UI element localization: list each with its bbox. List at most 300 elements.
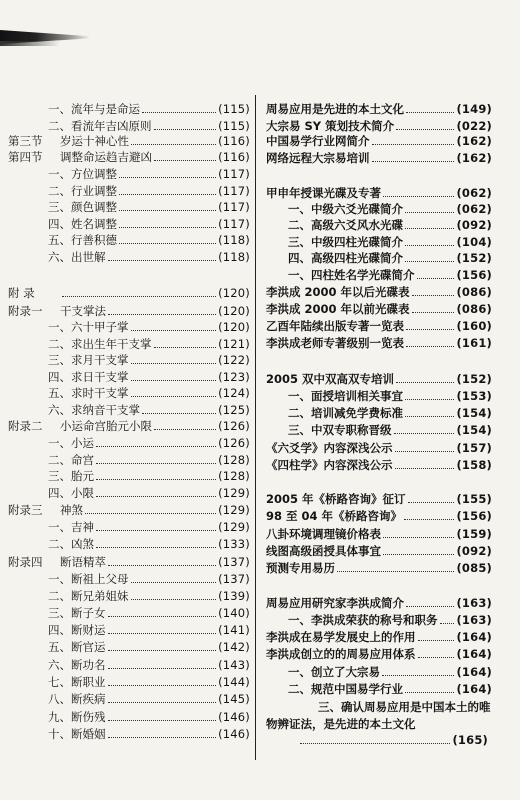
page-number: (133): [218, 537, 250, 551]
entry-title: 中双专职称晋级: [311, 423, 392, 437]
entry-title: 《四柱学》内容深浅公示: [266, 458, 393, 472]
page-number: (154): [456, 423, 492, 437]
page-number: (124): [218, 386, 250, 400]
toc-entry[interactable]: [8, 370, 250, 385]
page-number: (139): [218, 589, 250, 603]
entry-ordinal: 三、: [48, 469, 71, 483]
entry-title: 高级六爻风水光碟: [311, 218, 403, 232]
dot-leader: [383, 195, 454, 197]
dot-leader: [108, 684, 217, 686]
toc-entry[interactable]: [8, 727, 250, 742]
page-number: (142): [218, 640, 250, 654]
entry-title: 行善积德: [71, 233, 117, 247]
dot-leader: [418, 656, 455, 658]
page-number: (117): [218, 167, 250, 181]
page-number: (146): [218, 727, 250, 741]
entry-ordinal: 三、: [288, 235, 311, 249]
scan-edge-mark-2: [0, 41, 60, 46]
page-number: (164): [456, 665, 492, 679]
dot-leader: [119, 209, 216, 211]
entry-ordinal: 四、: [48, 623, 71, 637]
toc-entry[interactable]: [8, 119, 250, 134]
dot-leader: [85, 512, 216, 514]
page-number: (144): [218, 675, 250, 689]
page-number: (120): [218, 286, 250, 300]
toc-entry[interactable]: [266, 134, 492, 149]
page-number: (129): [218, 520, 250, 534]
entry-ordinal: 一、: [288, 665, 311, 679]
entry-ordinal: 一、: [288, 268, 311, 282]
page-number: (129): [218, 503, 250, 517]
dot-leader: [108, 259, 217, 261]
entry-ordinal: 一、: [48, 520, 71, 534]
entry-ordinal: 九、: [48, 710, 71, 724]
page-number: (118): [218, 250, 250, 264]
section-label: 附录二: [8, 419, 43, 433]
entry-title: 求纳音干支掌: [71, 403, 140, 417]
dot-leader: [142, 111, 216, 113]
toc-entry[interactable]: [288, 218, 492, 233]
entry-ordinal: 三、: [48, 200, 71, 214]
page-number: (143): [218, 658, 250, 672]
entry-ordinal: 一、: [48, 102, 71, 116]
page-number: (104): [456, 235, 492, 249]
dot-leader: [383, 553, 454, 555]
page-number: (162): [456, 134, 492, 148]
toc-entry[interactable]: [266, 630, 492, 645]
toc-entry[interactable]: [8, 386, 250, 401]
entry-ordinal: 四、: [48, 217, 71, 231]
toc-entry[interactable]: [8, 233, 250, 248]
entry-ordinal: 四、: [288, 251, 311, 265]
entry-title: 线图高级函授具体事宜: [266, 544, 381, 558]
entry-title: 断功名: [71, 658, 106, 672]
toc-entry[interactable]: [8, 692, 250, 707]
entry-title: 周易应用研究家李洪成简介: [266, 596, 404, 610]
entry-ordinal: 一、: [288, 202, 311, 216]
entry-title: 高级四柱光碟简介: [311, 251, 403, 265]
entry-title: 98 至 04 年《桥路咨询》: [266, 509, 403, 523]
entry-title: 神煞: [60, 503, 83, 517]
toc-entry[interactable]: [266, 102, 492, 117]
entry-title: 断祖上父母: [71, 572, 129, 586]
entry-ordinal: 一、: [48, 572, 71, 586]
toc-entry[interactable]: [288, 251, 492, 266]
entry-title: 大宗易 SY 策划技术简介: [266, 119, 395, 133]
page-number: (128): [218, 469, 250, 483]
entry-title: 求时干支掌: [71, 386, 129, 400]
entry-title: 求日干支掌: [71, 370, 129, 384]
dot-leader: [96, 495, 216, 497]
toc-entry[interactable]: [266, 336, 492, 351]
dot-leader: [395, 467, 455, 469]
page-number: (126): [218, 419, 250, 433]
entry-ordinal: 五、: [48, 640, 71, 654]
dot-leader: [108, 719, 217, 721]
dot-leader: [131, 379, 217, 381]
entry-ordinal: 一、: [48, 320, 71, 334]
page-number: (164): [456, 630, 492, 644]
dot-leader: [300, 742, 450, 744]
page-number: (085): [456, 561, 492, 575]
entry-title: 网络远程大宗易培训: [266, 151, 370, 165]
toc-entry[interactable]: [8, 537, 250, 552]
toc-entry[interactable]: [266, 509, 492, 524]
toc-entry[interactable]: [288, 613, 492, 628]
dot-leader: [372, 160, 455, 162]
dot-leader: [405, 398, 454, 400]
page-number: (162): [456, 151, 492, 165]
toc-entry[interactable]: [8, 436, 250, 451]
entry-title: 小运: [71, 436, 94, 450]
page-number: (123): [218, 370, 250, 384]
dot-leader: [395, 450, 455, 452]
entry-title: 看流年吉凶原则: [71, 119, 152, 133]
toc-entry[interactable]: [288, 682, 492, 697]
entry-title: 断疾病: [71, 692, 106, 706]
page-number: (165): [452, 733, 488, 747]
page-number: (156): [456, 268, 492, 282]
toc-entry[interactable]: [266, 151, 492, 166]
entry-ordinal: 八、: [48, 692, 71, 706]
toc-entry[interactable]: [266, 596, 492, 611]
dot-leader: [418, 639, 455, 641]
toc-entry[interactable]: [266, 186, 492, 201]
page-number: (158): [456, 458, 492, 472]
entry-title: 2005 年《桥路咨询》征订: [266, 492, 406, 506]
page-number: (155): [456, 492, 492, 506]
entry-title: 断官运: [71, 640, 106, 654]
entry-title: 确认周易应用是中国本土的唯物辨证法，是先进的本土文化: [266, 700, 491, 731]
dot-leader: [131, 329, 217, 331]
entry-title: 八卦环境调理镜价格表: [266, 527, 381, 541]
entry-title: 中级四柱光碟简介: [311, 235, 403, 249]
toc-entry[interactable]: [8, 606, 250, 621]
dot-leader: [154, 159, 216, 161]
entry-title: 乙酉年陆续出版专著一览表: [266, 319, 404, 333]
toc-entry[interactable]: [8, 453, 250, 468]
dot-leader: [96, 445, 216, 447]
toc-entry[interactable]: [266, 544, 492, 559]
page-number: (086): [456, 302, 492, 316]
entry-ordinal: 六、: [48, 403, 71, 417]
entry-ordinal: 四、: [48, 486, 71, 500]
entry-title: 中国易学行业网简介: [266, 134, 370, 148]
entry-ordinal: 五、: [48, 233, 71, 247]
entry-title: 方位调整: [71, 167, 117, 181]
toc-entry[interactable]: [288, 202, 492, 217]
entry-title: 甲申年授课光碟及专著: [266, 186, 381, 200]
dot-leader: [417, 277, 455, 279]
toc-entry[interactable]: [288, 406, 492, 421]
toc-entry[interactable]: [288, 389, 492, 404]
dot-leader: [119, 226, 216, 228]
page-number: (156): [456, 509, 492, 523]
toc-entry[interactable]: [288, 665, 492, 680]
dot-leader: [405, 415, 454, 417]
section-label: 附录四: [8, 555, 43, 569]
page-number: (120): [218, 304, 250, 318]
toc-entry[interactable]: [8, 337, 250, 352]
toc-entry[interactable]: [266, 302, 492, 317]
toc-entry[interactable]: [8, 675, 250, 690]
entry-title: 创立了大宗易: [311, 665, 380, 679]
page-number: (140): [218, 606, 250, 620]
toc-entry[interactable]: [266, 319, 492, 334]
dot-leader: [396, 128, 454, 130]
entry-title: 小运命宫胎元小限: [60, 419, 152, 433]
entry-ordinal: 二、: [288, 682, 311, 696]
toc-entry[interactable]: [8, 503, 250, 518]
toc-entry[interactable]: [8, 184, 250, 199]
page-number: (159): [456, 527, 492, 541]
entry-ordinal: 二、: [48, 537, 71, 551]
page-number: (163): [456, 613, 492, 627]
entry-ordinal: 四、: [48, 370, 71, 384]
dot-leader: [440, 622, 455, 624]
page-number: (146): [218, 710, 250, 724]
column-divider: [255, 95, 256, 760]
dot-leader: [154, 428, 216, 430]
page-number: (117): [218, 217, 250, 231]
section-label: 第四节: [8, 150, 43, 164]
toc-entry[interactable]: [266, 458, 492, 473]
page-number: (022): [456, 119, 492, 133]
entry-title: 求出生年干支掌: [71, 337, 152, 351]
entry-title: 规范中国易学行业: [311, 682, 403, 696]
entry-title: 姓名调整: [71, 217, 117, 231]
entry-title: 求月干支掌: [71, 353, 129, 367]
entry-title: 培训减免学费标准: [311, 406, 403, 420]
dot-leader: [382, 674, 454, 676]
dot-leader: [404, 518, 454, 520]
page-number: (117): [218, 184, 250, 198]
toc-entry[interactable]: [8, 304, 250, 319]
toc-entry[interactable]: [8, 217, 250, 232]
entry-ordinal: 二、: [288, 218, 311, 232]
page-number: (115): [218, 102, 250, 116]
dot-leader: [131, 581, 217, 583]
page-number: (129): [218, 486, 250, 500]
entry-ordinal: 二、: [288, 406, 311, 420]
dot-leader: [406, 328, 454, 330]
dot-leader: [96, 529, 216, 531]
entry-title: 干支掌法: [60, 304, 106, 318]
entry-title: 断语精萃: [60, 555, 106, 569]
toc-entry[interactable]: [8, 658, 250, 673]
page-number: (157): [456, 441, 492, 455]
toc-entry[interactable]: [8, 520, 250, 535]
dot-leader: [108, 736, 217, 738]
page-number: (164): [456, 682, 492, 696]
page-number: (161): [456, 336, 492, 350]
toc-entry[interactable]: [8, 134, 250, 149]
dot-leader: [405, 211, 454, 213]
dot-leader: [405, 244, 454, 246]
page-number: (152): [456, 372, 492, 386]
toc-entry[interactable]: [8, 623, 250, 638]
dot-leader: [406, 605, 454, 607]
page-number: (128): [218, 453, 250, 467]
page-number: (120): [218, 320, 250, 334]
entry-title: 中级六爻光碟简介: [311, 202, 403, 216]
dot-leader: [394, 432, 455, 434]
entry-title: 李洪成 2000 年以后光碟表: [266, 285, 410, 299]
entry-ordinal: 一、: [288, 389, 311, 403]
dot-leader: [412, 311, 455, 313]
entry-title: 吉神: [71, 520, 94, 534]
toc-entry[interactable]: [8, 320, 250, 335]
page-number: (141): [218, 623, 250, 637]
entry-title: 周易应用是先进的本土文化: [266, 102, 404, 116]
page-number: (149): [456, 102, 492, 116]
dot-leader: [408, 501, 455, 503]
toc-entry[interactable]: [8, 250, 250, 265]
dot-leader: [119, 193, 216, 195]
entry-title: 断婚姻: [71, 727, 106, 741]
entry-ordinal: 六、: [48, 250, 71, 264]
toc-entry[interactable]: [288, 235, 492, 250]
toc-entry[interactable]: [266, 527, 492, 542]
page-number: (122): [218, 353, 250, 367]
page-number: (137): [218, 572, 250, 586]
dot-leader: [383, 536, 454, 538]
entry-title: 李洪成在易学发展史上的作用: [266, 630, 416, 644]
dot-leader: [131, 143, 216, 145]
toc-entry[interactable]: [266, 647, 492, 662]
toc-entry[interactable]: [266, 119, 492, 134]
dot-leader: [372, 143, 455, 145]
toc-entry[interactable]: [8, 555, 250, 570]
page-number: (062): [456, 202, 492, 216]
entry-title: 六十甲子掌: [71, 320, 129, 334]
section-label: 附 录: [8, 286, 35, 300]
toc-entry[interactable]: [8, 403, 250, 418]
entry-title: 颜色调整: [71, 200, 117, 214]
dot-leader: [96, 462, 216, 464]
page-number: (126): [218, 436, 250, 450]
dot-leader: [396, 381, 454, 383]
toc-entry[interactable]: [8, 200, 250, 215]
dot-leader: [406, 111, 454, 113]
toc-entry[interactable]: [8, 710, 250, 725]
page-number: (164): [456, 647, 492, 661]
toc-entry[interactable]: [8, 102, 250, 117]
entry-ordinal: 三、: [48, 606, 71, 620]
entry-title: 断财运: [71, 623, 106, 637]
entry-ordinal: 一、: [48, 436, 71, 450]
entry-ordinal: 二、: [48, 337, 71, 351]
dot-leader: [405, 691, 454, 693]
entry-title: 凶煞: [71, 537, 94, 551]
dot-leader: [108, 313, 216, 315]
page-number: (152): [456, 251, 492, 265]
dot-leader: [108, 649, 217, 651]
page-number: (115): [218, 119, 250, 133]
dot-leader: [108, 667, 217, 669]
dot-leader: [154, 128, 217, 130]
entry-title: 出世解: [71, 250, 106, 264]
page-number: (092): [456, 544, 492, 558]
toc-entry[interactable]: [8, 167, 250, 182]
entry-ordinal: 七、: [48, 675, 71, 689]
page-number: (154): [456, 406, 492, 420]
dot-leader: [131, 362, 217, 364]
toc-entry[interactable]: [8, 486, 250, 501]
entry-ordinal: 六、: [48, 658, 71, 672]
entry-title: 李洪成 2000 年以前光碟表: [266, 302, 410, 316]
entry-title: 李洪成荣获的称号和职务: [311, 613, 438, 627]
toc-entry[interactable]: [266, 285, 492, 300]
toc-entry[interactable]: [8, 150, 250, 165]
entry-ordinal: 十、: [48, 727, 71, 741]
entry-ordinal: 三、: [318, 700, 341, 714]
entry-title: 调整命运趋吉避凶: [60, 150, 152, 164]
dot-leader: [412, 294, 455, 296]
page-number: (121): [218, 337, 250, 351]
dot-leader: [119, 176, 216, 178]
toc-entry[interactable]: [8, 589, 250, 604]
dot-leader: [405, 260, 454, 262]
toc-entry[interactable]: [288, 423, 492, 438]
entry-title: 断子女: [71, 606, 106, 620]
page-number: (160): [456, 319, 492, 333]
toc-entry[interactable]: [266, 561, 492, 576]
entry-title: 断伤残: [71, 710, 106, 724]
toc-entry[interactable]: [8, 353, 250, 368]
page-number: (153): [456, 389, 492, 403]
entry-title: 流年与是命运: [71, 102, 140, 116]
toc-entry[interactable]: [8, 469, 250, 484]
entry-title: 小限: [71, 486, 94, 500]
toc-entry[interactable]: [288, 268, 492, 283]
toc-entry[interactable]: [8, 286, 250, 301]
entry-title: 《六爻学》内容深浅公示: [266, 441, 393, 455]
toc-entry[interactable]: [266, 441, 492, 456]
toc-entry[interactable]: [8, 572, 250, 587]
page-number: (086): [456, 285, 492, 299]
page-number: (116): [218, 150, 250, 164]
dot-leader: [154, 346, 217, 348]
entry-title: 预测专用易历: [266, 561, 335, 575]
page-number: (118): [218, 233, 250, 247]
entry-ordinal: 一、: [288, 613, 311, 627]
page-number: (117): [218, 200, 250, 214]
section-label: 附录三: [8, 503, 43, 517]
entry-title: 李洪成创立的的周易应用体系: [266, 647, 416, 661]
dot-leader: [119, 242, 216, 244]
dot-leader: [62, 295, 216, 297]
entry-title: 胎元: [71, 469, 94, 483]
page-number: (163): [456, 596, 492, 610]
entry-title: 四柱姓名学光碟简介: [311, 268, 415, 282]
dot-leader: [131, 395, 217, 397]
entry-title: 行业调整: [71, 184, 117, 198]
dot-leader: [405, 227, 454, 229]
toc-entry[interactable]: [266, 492, 492, 507]
entry-title: 面授培训相关事宜: [311, 389, 403, 403]
entry-title: 李洪成老师专著级别一览表: [266, 336, 404, 350]
toc-entry[interactable]: [8, 640, 250, 655]
dot-leader: [108, 701, 217, 703]
page-number: (116): [218, 134, 250, 148]
toc-entry[interactable]: [266, 699, 496, 733]
toc-entry[interactable]: [266, 372, 492, 387]
entry-ordinal: 二、: [48, 119, 71, 133]
page-number: (092): [456, 218, 492, 232]
toc-entry[interactable]: [8, 419, 250, 434]
dot-leader: [406, 345, 454, 347]
